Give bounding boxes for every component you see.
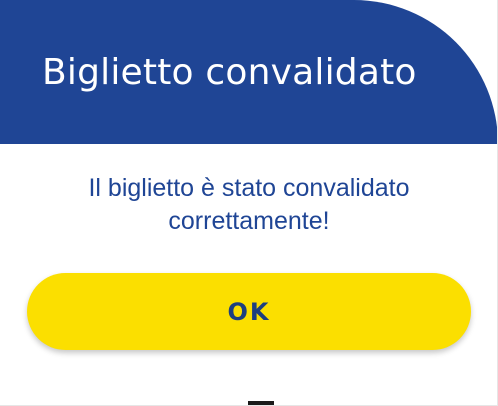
message-line-1: Il biglietto è stato convalidato xyxy=(88,174,410,202)
dialog-message xyxy=(0,172,498,238)
ok-button[interactable]: OK xyxy=(27,273,471,350)
message-line-2: correttamente! xyxy=(168,207,330,235)
bottom-edge-marker xyxy=(248,401,274,406)
dialog-title: Biglietto convalidato xyxy=(42,52,417,93)
dialog-header xyxy=(0,0,498,144)
